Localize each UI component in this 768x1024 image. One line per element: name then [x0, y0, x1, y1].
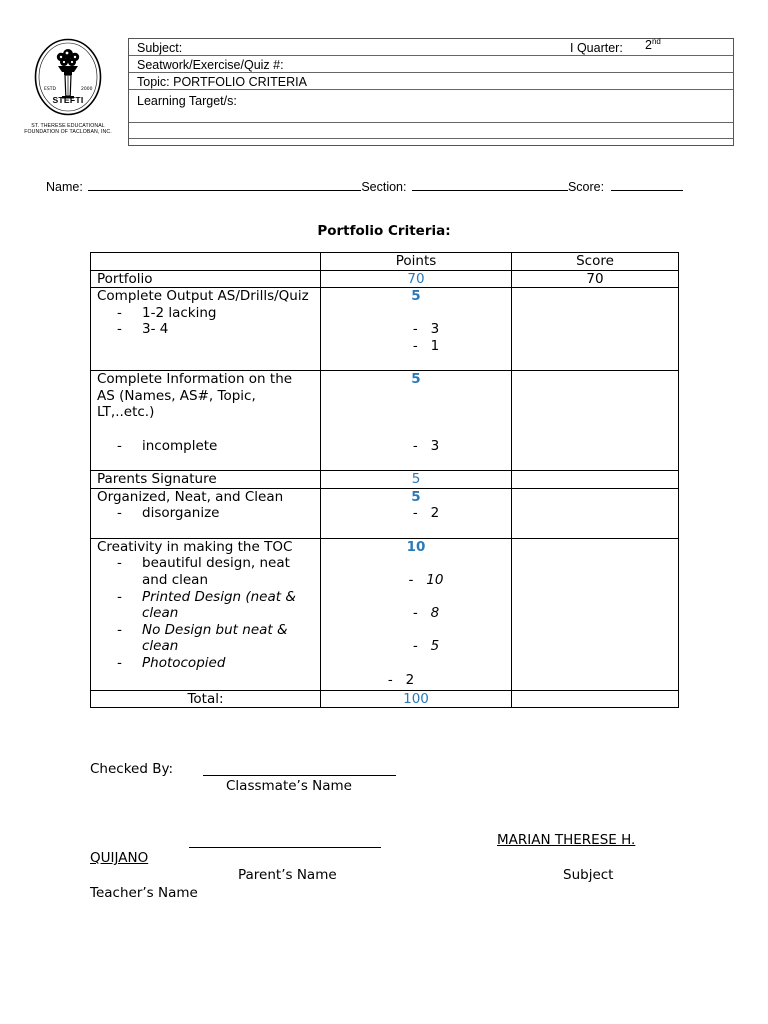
header-rule-3 — [129, 89, 733, 90]
header-criteria-cell — [91, 253, 321, 271]
score-cell — [512, 471, 679, 489]
sub-criteria: - Photocopied — [117, 654, 226, 671]
points-cell — [321, 488, 512, 538]
header-score-cell: Score — [512, 253, 679, 271]
sub-points: - 2 — [412, 505, 440, 522]
sub-criteria: - 1-2 lacking — [117, 304, 217, 321]
criteria-label: Complete Output AS/Drills/Quiz — [97, 288, 309, 305]
student-info-line — [46, 179, 683, 194]
header-rule-1b — [695, 55, 733, 56]
main-points: 10 — [406, 538, 426, 555]
sub-points: - 8 — [412, 605, 440, 622]
header-rule-2 — [129, 72, 733, 73]
points-cell — [321, 288, 512, 371]
sub-points: - 5 — [412, 638, 440, 655]
score-cell — [512, 288, 679, 371]
header-rule-5 — [129, 138, 733, 139]
main-points: 5 — [411, 288, 421, 305]
main-points: 5 — [411, 488, 421, 505]
table-row-parents-signature — [91, 471, 679, 489]
score-cell: 70 — [512, 270, 679, 288]
sub-criteria: - beautiful design, neat and clean — [117, 555, 290, 588]
criteria-cell — [91, 371, 321, 471]
logo-year-left: ESTD — [44, 87, 56, 92]
sub-criteria: - disorganize — [117, 505, 220, 522]
criteria-cell — [91, 538, 321, 690]
total-score-cell — [512, 690, 679, 708]
checked-by-label: Checked By: — [90, 761, 174, 777]
classmate-name-label: Classmate’s Name — [226, 778, 352, 794]
sub-points: - 2 — [387, 671, 415, 688]
classmate-signature-line[interactable] — [203, 775, 396, 776]
header-rule-1 — [129, 55, 685, 56]
organization-name — [18, 123, 118, 135]
logo-year-right: 2000 — [81, 87, 93, 92]
points-cell: 70 — [321, 270, 512, 288]
criteria-cell — [91, 488, 321, 538]
sub-points: - 3 — [412, 321, 440, 338]
criteria-table — [90, 252, 679, 708]
document-title: Portfolio Criteria: — [317, 223, 451, 239]
quarter-value: 2nd — [645, 37, 661, 53]
sub-criteria: - Printed Design (neat & clean — [117, 588, 296, 622]
criteria-cell: Parents Signature — [91, 471, 321, 489]
learning-target-label: Learning Target/s: — [137, 94, 237, 108]
criteria-label: Organized, Neat, and Clean — [97, 488, 284, 505]
table-row-organized — [91, 488, 679, 538]
table-row-total — [91, 690, 679, 708]
name-label: Name: — [46, 180, 83, 194]
name-blank[interactable] — [88, 179, 361, 191]
section-label: Section: — [361, 180, 407, 194]
parent-name-label: Parent’s Name — [238, 867, 337, 883]
table-header-row — [91, 253, 679, 271]
logo-wordmark: STEFTI — [52, 95, 84, 105]
total-label-cell: Total: — [91, 690, 321, 708]
main-points: 5 — [411, 371, 421, 388]
parent-signature-line[interactable] — [189, 847, 381, 848]
teacher-name-part-1: MARIAN THERESE H. — [497, 832, 636, 848]
teacher-name-part-2: QUIJANO — [90, 850, 149, 866]
subject-label: Subject: — [137, 41, 183, 55]
points-cell: 5 — [321, 471, 512, 489]
points-cell — [321, 371, 512, 471]
org-name-line-1: ST. THERESE EDUCATIONAL — [31, 123, 105, 129]
score-cell — [512, 538, 679, 690]
table-row-creativity — [91, 538, 679, 690]
header-points-cell: Points — [321, 253, 512, 271]
score-label: Score: — [567, 180, 605, 194]
criteria-label: Complete Information on the AS (Names, AS#, Topic, LT,..etc.) — [97, 371, 293, 421]
seatwork-label: Seatwork/Exercise/Quiz #: — [137, 58, 284, 72]
school-logo — [34, 38, 102, 116]
criteria-cell — [91, 288, 321, 371]
sub-points: - 3 — [412, 437, 440, 454]
header-rule-4 — [129, 122, 733, 123]
sub-criteria: - incomplete — [117, 437, 218, 454]
teacher-name-label: Teacher’s Name — [90, 885, 198, 901]
sub-points: - 1 — [412, 337, 440, 354]
header-info-box — [128, 38, 734, 146]
section-blank[interactable] — [412, 179, 568, 191]
sub-points: - 10 — [408, 571, 444, 588]
org-name-line-2: FOUNDATION OF TACLOBAN, INC. — [24, 129, 112, 135]
subject-word: Subject — [563, 867, 614, 883]
points-cell — [321, 538, 512, 690]
sub-criteria: - No Design but neat & clean — [117, 621, 288, 655]
quarter-label: I Quarter: — [570, 41, 623, 55]
table-row-complete-output — [91, 288, 679, 371]
criteria-label: Creativity in making the TOC — [97, 538, 293, 555]
table-row-portfolio — [91, 270, 679, 288]
total-points-cell: 100 — [321, 690, 512, 708]
criteria-cell: Portfolio — [91, 270, 321, 288]
score-cell — [512, 488, 679, 538]
table-row-complete-information — [91, 371, 679, 471]
score-blank[interactable] — [611, 179, 683, 191]
score-cell — [512, 371, 679, 471]
sub-criteria: - 3- 4 — [117, 321, 169, 338]
topic-label: Topic: PORTFOLIO CRITERIA — [137, 75, 307, 89]
